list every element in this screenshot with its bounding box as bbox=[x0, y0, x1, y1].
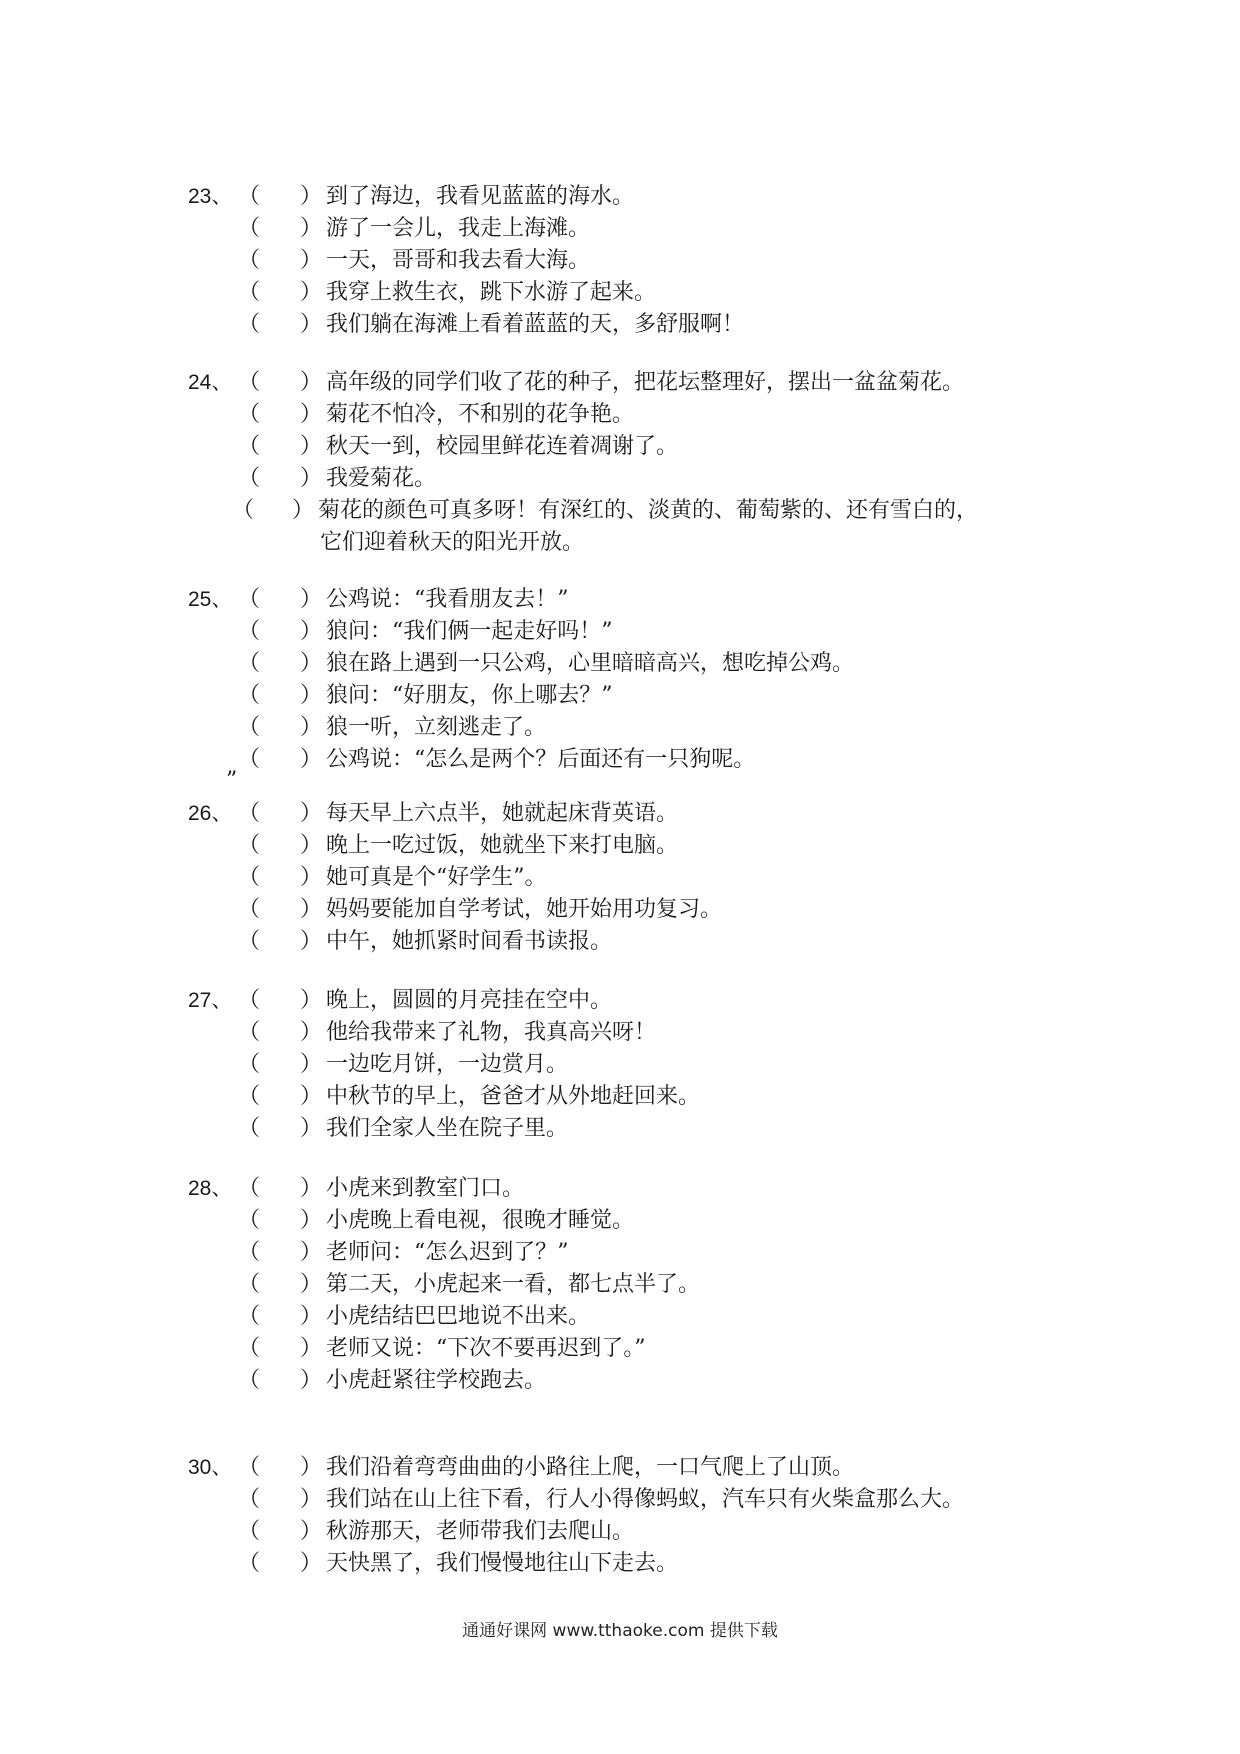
question-item bbox=[188, 1173, 1088, 1205]
answer-blank-open: （ bbox=[238, 683, 261, 708]
answer-blank-close: ） bbox=[300, 1304, 323, 1329]
answer-blank-close: ） bbox=[300, 1368, 323, 1393]
answer-blank-close: ） bbox=[300, 1519, 323, 1544]
question-item bbox=[188, 894, 1088, 926]
answer-blank-close: ） bbox=[300, 1551, 323, 1576]
answer-blank-open: （ bbox=[238, 587, 261, 612]
sentence-text: 小虎结结巴巴地说不出来。 bbox=[326, 1304, 591, 1329]
answer-blank-close: ） bbox=[300, 1455, 323, 1480]
answer-blank-open: （ bbox=[238, 1176, 261, 1201]
question-number: 30、 bbox=[188, 1456, 233, 1479]
answer-blank-open: （ bbox=[238, 402, 261, 427]
sentence-text: 老师问：“怎么迟到了？” bbox=[326, 1240, 569, 1265]
sentence-text: 他给我带来了礼物，我真高兴呀！ bbox=[326, 1020, 657, 1045]
answer-blank-close: ） bbox=[300, 1272, 323, 1297]
answer-blank-close: ） bbox=[300, 897, 323, 922]
answer-blank-open: （ bbox=[238, 1272, 261, 1297]
question-number: 28、 bbox=[188, 1177, 233, 1200]
answer-blank-close: ） bbox=[300, 434, 323, 459]
answer-blank-close: ） bbox=[300, 312, 323, 337]
answer-blank-open: （ bbox=[238, 619, 261, 644]
sentence-text: 菊花不怕冷，不和别的花争艳。 bbox=[326, 402, 635, 427]
question-item bbox=[188, 181, 1088, 213]
answer-blank-open: （ bbox=[238, 1020, 261, 1045]
sentence-text: 中秋节的早上，爸爸才从外地赶回来。 bbox=[326, 1084, 701, 1109]
answer-blank-close: ） bbox=[300, 280, 323, 305]
question-item bbox=[188, 985, 1088, 1017]
answer-blank-close: ） bbox=[300, 833, 323, 858]
sentence-text: 晚上一吃过饭，她就坐下来打电脑。 bbox=[326, 833, 679, 858]
answer-blank-open: （ bbox=[238, 747, 261, 772]
answer-blank-open: （ bbox=[238, 248, 261, 273]
sentence-text: 小虎来到教室门口。 bbox=[326, 1176, 525, 1201]
sentence-text: 狼一听，立刻逃走了。 bbox=[326, 715, 547, 740]
answer-blank-close: ） bbox=[300, 587, 323, 612]
answer-blank-open: （ bbox=[232, 498, 255, 523]
answer-blank-close: ） bbox=[300, 402, 323, 427]
question-24 bbox=[188, 367, 1088, 559]
answer-blank-open: （ bbox=[238, 833, 261, 858]
answer-blank-open: （ bbox=[238, 280, 261, 305]
answer-blank-open: （ bbox=[238, 1336, 261, 1361]
question-item bbox=[188, 1484, 1088, 1516]
answer-blank-open: （ bbox=[238, 1304, 261, 1329]
sentence-text: 我们躺在海滩上看着蓝蓝的天，多舒服啊！ bbox=[326, 312, 745, 337]
sentence-text: 我爱菊花。 bbox=[326, 466, 437, 491]
question-number: 26、 bbox=[188, 802, 233, 825]
question-item bbox=[188, 744, 1088, 776]
answer-blank-open: （ bbox=[238, 1084, 261, 1109]
question-item bbox=[188, 926, 1088, 958]
answer-blank-open: （ bbox=[238, 184, 261, 209]
answer-blank-close: ） bbox=[300, 619, 323, 644]
answer-blank-close: ） bbox=[300, 715, 323, 740]
question-item bbox=[188, 245, 1088, 277]
sentence-text: 到了海边，我看见蓝蓝的海水。 bbox=[326, 184, 635, 209]
answer-blank-close: ） bbox=[292, 498, 315, 523]
question-26 bbox=[188, 798, 1088, 958]
answer-blank-open: （ bbox=[238, 988, 261, 1013]
question-item bbox=[188, 584, 1088, 616]
sentence-text: 秋游那天，老师带我们去爬山。 bbox=[326, 1519, 635, 1544]
question-item bbox=[188, 1301, 1088, 1333]
question-item bbox=[188, 616, 1088, 648]
answer-blank-open: （ bbox=[238, 801, 261, 826]
question-item bbox=[188, 399, 1088, 431]
answer-blank-open: （ bbox=[238, 1551, 261, 1576]
answer-blank-close: ） bbox=[300, 370, 323, 395]
answer-blank-close: ） bbox=[300, 216, 323, 241]
question-number: 25、 bbox=[188, 588, 233, 611]
answer-blank-close: ） bbox=[300, 1208, 323, 1233]
question-item bbox=[188, 309, 1088, 341]
question-item bbox=[188, 1205, 1088, 1237]
question-item bbox=[188, 648, 1088, 680]
question-27 bbox=[188, 985, 1088, 1145]
question-item bbox=[188, 862, 1088, 894]
question-23 bbox=[188, 181, 1088, 341]
answer-blank-close: ） bbox=[300, 1336, 323, 1361]
answer-blank-close: ） bbox=[300, 1052, 323, 1077]
answer-blank-open: （ bbox=[238, 651, 261, 676]
question-item-continuation bbox=[188, 527, 1088, 559]
sentence-text: 我们全家人坐在院子里。 bbox=[326, 1116, 569, 1141]
page-footer: 通通好课网 www.tthaoke.com 提供下载 bbox=[462, 1621, 778, 1641]
answer-blank-open: （ bbox=[238, 1240, 261, 1265]
question-item bbox=[188, 798, 1088, 830]
stray-quote-mark: ” bbox=[226, 768, 238, 793]
answer-blank-close: ） bbox=[300, 988, 323, 1013]
answer-blank-open: （ bbox=[238, 1455, 261, 1480]
sentence-text: 一边吃月饼，一边赏月。 bbox=[326, 1052, 569, 1077]
question-item bbox=[188, 712, 1088, 744]
sentence-text: 小虎晚上看电视，很晚才睡觉。 bbox=[326, 1208, 635, 1233]
question-item bbox=[188, 463, 1088, 495]
answer-blank-open: （ bbox=[238, 1519, 261, 1544]
question-item bbox=[188, 1516, 1088, 1548]
question-item bbox=[188, 1333, 1088, 1365]
question-25 bbox=[188, 584, 1088, 776]
question-item bbox=[188, 1113, 1088, 1145]
sentence-text: 游了一会儿，我走上海滩。 bbox=[326, 216, 591, 241]
sentence-text: 我穿上救生衣，跳下水游了起来。 bbox=[326, 280, 657, 305]
question-item bbox=[188, 1365, 1088, 1397]
sentence-text: 一天，哥哥和我去看大海。 bbox=[326, 248, 591, 273]
answer-blank-close: ） bbox=[300, 747, 323, 772]
answer-blank-close: ） bbox=[300, 1487, 323, 1512]
answer-blank-close: ） bbox=[300, 651, 323, 676]
question-number: 23、 bbox=[188, 185, 233, 208]
sentence-text: 公鸡说：“我看朋友去！” bbox=[326, 587, 569, 612]
question-number: 24、 bbox=[188, 371, 233, 394]
sentence-text: 妈妈要能加自学考试，她开始用功复习。 bbox=[326, 897, 723, 922]
sentence-text: 老师又说：“下次不要再迟到了。” bbox=[326, 1336, 646, 1361]
answer-blank-close: ） bbox=[300, 466, 323, 491]
question-item bbox=[188, 213, 1088, 245]
answer-blank-close: ） bbox=[300, 801, 323, 826]
answer-blank-close: ） bbox=[300, 1116, 323, 1141]
answer-blank-open: （ bbox=[238, 434, 261, 459]
answer-blank-close: ） bbox=[300, 865, 323, 890]
answer-blank-open: （ bbox=[238, 466, 261, 491]
answer-blank-open: （ bbox=[238, 1487, 261, 1512]
question-item bbox=[188, 1548, 1088, 1580]
question-item bbox=[188, 1269, 1088, 1301]
sentence-text: 第二天，小虎起来一看，都七点半了。 bbox=[326, 1272, 701, 1297]
sentence-continuation-text: 它们迎着秋天的阳光开放。 bbox=[320, 530, 585, 555]
question-item bbox=[188, 1017, 1088, 1049]
question-number: 27、 bbox=[188, 989, 233, 1012]
sentence-text: 秋天一到，校园里鲜花连着凋谢了。 bbox=[326, 434, 679, 459]
sentence-text: 狼问：“好朋友，你上哪去？” bbox=[326, 683, 613, 708]
sentence-text: 天快黑了，我们慢慢地往山下走去。 bbox=[326, 1551, 679, 1576]
answer-blank-open: （ bbox=[238, 897, 261, 922]
sentence-text: 菊花的颜色可真多呀！有深红的、淡黄的、葡萄紫的、还有雪白的， bbox=[318, 498, 979, 523]
sentence-text: 狼在路上遇到一只公鸡，心里暗暗高兴，想吃掉公鸡。 bbox=[326, 651, 855, 676]
answer-blank-open: （ bbox=[238, 216, 261, 241]
answer-blank-close: ） bbox=[300, 929, 323, 954]
answer-blank-close: ） bbox=[300, 248, 323, 273]
question-item bbox=[188, 1237, 1088, 1269]
question-item bbox=[188, 367, 1088, 399]
answer-blank-open: （ bbox=[238, 1368, 261, 1393]
sentence-text: 公鸡说：“怎么是两个？后面还有一只狗呢。 bbox=[326, 747, 756, 772]
answer-blank-close: ） bbox=[300, 1084, 323, 1109]
question-item bbox=[188, 830, 1088, 862]
answer-blank-open: （ bbox=[238, 370, 261, 395]
question-item bbox=[188, 431, 1088, 463]
sentence-text: 中午，她抓紧时间看书读报。 bbox=[326, 929, 613, 954]
question-item bbox=[188, 1452, 1088, 1484]
sentence-text: 小虎赶紧往学校跑去。 bbox=[326, 1368, 547, 1393]
question-item bbox=[188, 1049, 1088, 1081]
answer-blank-close: ） bbox=[300, 184, 323, 209]
answer-blank-close: ） bbox=[300, 683, 323, 708]
answer-blank-open: （ bbox=[238, 1208, 261, 1233]
answer-blank-open: （ bbox=[238, 1052, 261, 1077]
answer-blank-open: （ bbox=[238, 715, 261, 740]
answer-blank-close: ） bbox=[300, 1020, 323, 1045]
sentence-text: 狼问：“我们俩一起走好吗！” bbox=[326, 619, 613, 644]
question-28 bbox=[188, 1173, 1088, 1397]
sentence-text: 我们站在山上往下看，行人小得像蚂蚁，汽车只有火柴盒那么大。 bbox=[326, 1487, 965, 1512]
question-item bbox=[188, 277, 1088, 309]
sentence-text: 每天早上六点半，她就起床背英语。 bbox=[326, 801, 679, 826]
question-item bbox=[188, 680, 1088, 712]
question-item bbox=[188, 1081, 1088, 1113]
answer-blank-open: （ bbox=[238, 312, 261, 337]
question-item bbox=[188, 495, 1088, 527]
sentence-text: 晚上，圆圆的月亮挂在空中。 bbox=[326, 988, 613, 1013]
question-30 bbox=[188, 1452, 1088, 1580]
answer-blank-open: （ bbox=[238, 1116, 261, 1141]
answer-blank-close: ） bbox=[300, 1240, 323, 1265]
answer-blank-open: （ bbox=[238, 865, 261, 890]
sentence-text: 高年级的同学们收了花的种子，把花坛整理好，摆出一盆盆菊花。 bbox=[326, 370, 965, 395]
answer-blank-close: ） bbox=[300, 1176, 323, 1201]
sentence-text: 她可真是个“好学生”。 bbox=[326, 865, 547, 890]
answer-blank-open: （ bbox=[238, 929, 261, 954]
sentence-text: 我们沿着弯弯曲曲的小路往上爬，一口气爬上了山顶。 bbox=[326, 1455, 855, 1480]
